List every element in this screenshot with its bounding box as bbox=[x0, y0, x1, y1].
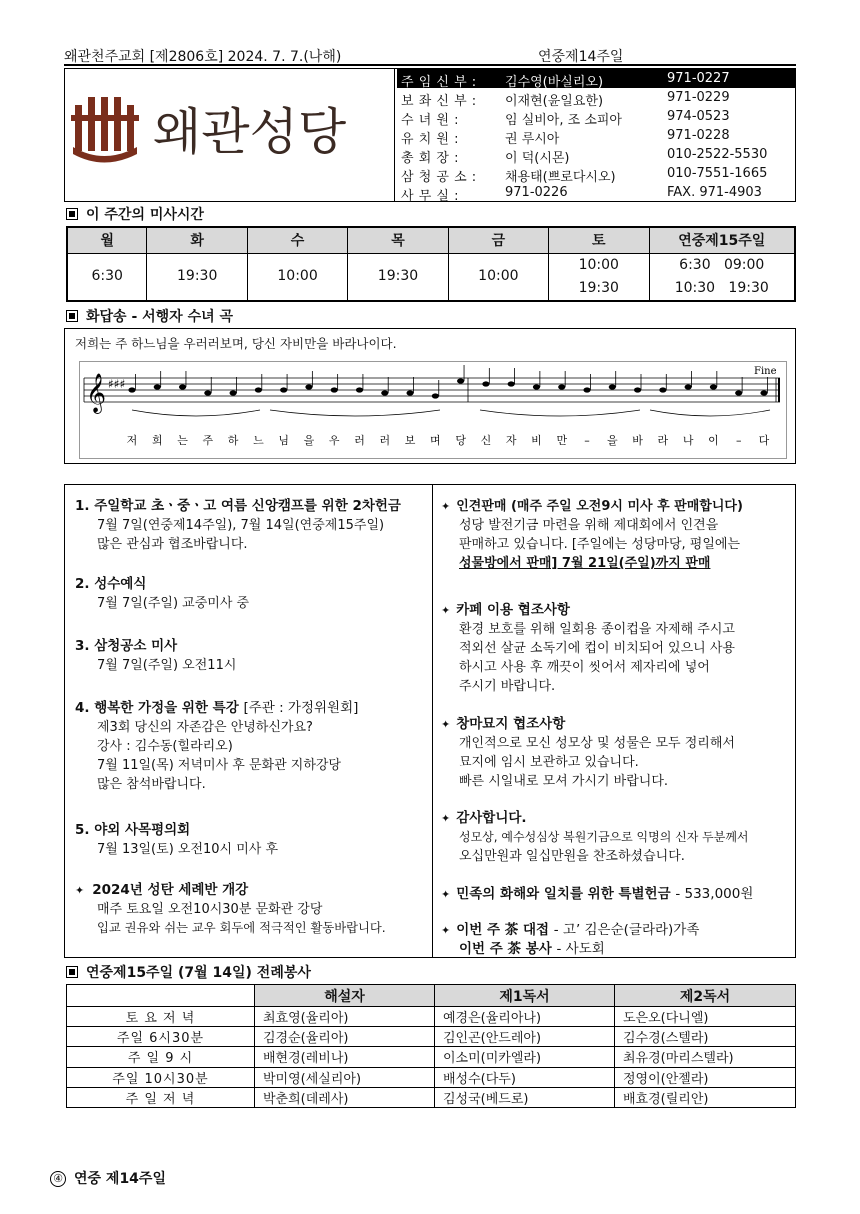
lyric-syllable: 을 bbox=[606, 434, 618, 447]
header-rule bbox=[64, 64, 796, 66]
note-head bbox=[760, 390, 767, 395]
church-logo bbox=[65, 69, 395, 201]
announcement-item bbox=[441, 885, 785, 904]
staff-phone: 010-2522-5530 bbox=[667, 147, 768, 162]
tea-host: - 고’ 김은순(글라라)가족 bbox=[553, 922, 700, 938]
service-header: 제1독서 bbox=[435, 985, 615, 1007]
day-header: 수 bbox=[247, 227, 347, 253]
announcement-line: 판매하고 있습니다. [주일에는 성당마당, 평일에는 bbox=[459, 537, 741, 552]
note-head bbox=[179, 384, 186, 389]
announcement-title: 민족의 화해와 일치를 위한 특별헌금 bbox=[456, 886, 671, 902]
note-head bbox=[356, 387, 363, 392]
service-person: 예경은(율리아나) bbox=[435, 1007, 615, 1027]
staff-phone: 971-0229 bbox=[667, 90, 730, 105]
note-head bbox=[634, 387, 641, 392]
announcement-title: 5. 야외 사목평의회 bbox=[75, 822, 191, 838]
lyric-syllable: 을 bbox=[303, 434, 315, 447]
announcement-title: 카페 이용 협조사항 bbox=[456, 602, 570, 618]
staff-row bbox=[397, 88, 795, 107]
lyric-syllable: 신 bbox=[480, 434, 492, 447]
service-row bbox=[67, 1007, 796, 1027]
announcement-line: 많은 참석바랍니다. bbox=[97, 777, 206, 792]
announcement-item bbox=[441, 601, 785, 696]
mass-time: 19:30 bbox=[147, 253, 247, 301]
announcement-item bbox=[75, 699, 427, 794]
service-table bbox=[66, 984, 796, 1108]
service-section-title bbox=[66, 962, 311, 982]
note-head bbox=[381, 390, 388, 395]
lyric-syllable: 우 bbox=[328, 434, 340, 447]
announcement-title: 3. 삼청공소 미사 bbox=[75, 638, 178, 654]
issue-info: 왜관천주교회 [제2806호] 2024. 7. 7.(나해) bbox=[64, 49, 342, 65]
announcement-title: 1. 주일학교 초ㆍ중ㆍ고 여름 신앙캠프를 위한 2차헌금 bbox=[75, 498, 401, 514]
staff-role: 수 녀 원 : bbox=[401, 113, 459, 128]
note-head bbox=[659, 387, 666, 392]
announcement-organizer: [주관 : 가정위원회] bbox=[243, 700, 359, 716]
square-bullet-icon bbox=[66, 208, 78, 220]
key-signature-icon: ♯♯♯ bbox=[108, 377, 126, 391]
lyric-syllable: 만 bbox=[556, 434, 568, 447]
staff-notation bbox=[80, 362, 786, 458]
announcement-line: 빠른 시일내로 모셔 가시기 바랍니다. bbox=[459, 774, 669, 789]
announcement-line: 성모상, 예수성심상 복원기금으로 익명의 신자 두분께서 bbox=[459, 830, 749, 844]
service-person: 최유경(마리스텔라) bbox=[615, 1047, 796, 1067]
lyric-syllable: 보 bbox=[404, 434, 416, 447]
lyric-syllable: 러 bbox=[354, 434, 365, 447]
note-head bbox=[128, 387, 135, 392]
service-person: 도은오(다니엘) bbox=[615, 1007, 796, 1027]
staff-name: 채용태(쁘로다시오) bbox=[505, 170, 616, 185]
day-header: 연중제15주일 bbox=[649, 227, 795, 253]
psalm-title-text: 화답송 - 서행자 수녀 곡 bbox=[86, 309, 234, 325]
announcement-line: 7월 7일(연중제14주일), 7월 14일(연중제15주일) bbox=[97, 518, 385, 533]
announcement-title: 2024년 성탄 세례반 개강 bbox=[92, 882, 249, 898]
service-person: 배현경(레비나) bbox=[255, 1047, 435, 1067]
announcement-item bbox=[75, 575, 427, 613]
service-person: 최효영(율리아) bbox=[255, 1007, 435, 1027]
service-title-text: 연중제15주일 (7월 14일) 전례봉사 bbox=[86, 965, 311, 981]
day-header: 금 bbox=[448, 227, 548, 253]
staff-name: 이 덕(시몬) bbox=[505, 151, 570, 166]
staff-name: 김수영(바실리오) bbox=[505, 75, 604, 90]
service-time: 주일 6시30분 bbox=[67, 1027, 255, 1047]
mass-title-text: 이 주간의 미사시간 bbox=[86, 207, 204, 223]
mass-days-row bbox=[67, 227, 795, 253]
note-head bbox=[735, 390, 742, 395]
announcement-line: 매주 토요일 오전10시30분 문화관 강당 bbox=[97, 902, 323, 917]
announcement-line: 7월 7일(주일) 교중미사 중 bbox=[97, 596, 250, 611]
announcement-title: 감사합니다. bbox=[456, 810, 527, 826]
service-time: 토 요 저 녁 bbox=[67, 1007, 255, 1027]
staff-phone: 971-0227 bbox=[667, 71, 730, 86]
service-header-row bbox=[67, 985, 796, 1007]
psalm-text: 저희는 주 하느님을 우러러보며, 당신 자비만을 바라나이다. bbox=[75, 336, 397, 351]
service-time: 주 일 저 녁 bbox=[67, 1087, 255, 1107]
staff-row bbox=[397, 69, 795, 88]
note-head bbox=[583, 387, 590, 392]
staff-row bbox=[397, 126, 795, 145]
service-header: 제2독서 bbox=[615, 985, 796, 1007]
service-person: 김성국(베드로) bbox=[435, 1087, 615, 1107]
staff-name: 971-0226 bbox=[505, 185, 568, 200]
staff-row bbox=[397, 164, 795, 183]
diamond-bullet-icon: ✦ bbox=[441, 500, 451, 513]
announcement-line: 주시기 바랍니다. bbox=[459, 679, 556, 694]
note-head bbox=[204, 390, 211, 395]
staff-role: 주 임 신 부 : bbox=[401, 75, 477, 90]
lyric-syllable: 희 bbox=[151, 434, 163, 447]
mass-time: 10:00 19:30 bbox=[549, 253, 649, 301]
lyric-syllable: 바 bbox=[632, 434, 643, 447]
staff-phone: 010-7551-1665 bbox=[667, 166, 768, 181]
footer-text: 연중 제14주일 bbox=[74, 1171, 166, 1187]
service-header bbox=[67, 985, 255, 1007]
announcement-title: 이번 주 茶 봉사 bbox=[459, 941, 552, 957]
day-header: 토 bbox=[549, 227, 649, 253]
note-head bbox=[255, 387, 262, 392]
announcement-line: 많은 관심과 협조바랍니다. bbox=[97, 537, 248, 552]
slur-mark bbox=[270, 410, 440, 416]
service-person: 박춘희(데레사) bbox=[255, 1087, 435, 1107]
announcement-line: 성물방에서 판매] 7월 21일(주일)까지 판매 bbox=[459, 556, 711, 571]
treble-clef-icon: 𝄞 bbox=[86, 373, 107, 413]
announcement-line: 7월 11일(목) 저녁미사 후 문화관 지하강당 bbox=[97, 758, 341, 773]
announcement-line: 입교 권유와 쉬는 교우 회두에 적극적인 활동바랍니다. bbox=[97, 921, 386, 935]
diamond-bullet-icon: ✦ bbox=[441, 924, 451, 937]
service-row bbox=[67, 1087, 796, 1107]
service-person: 정영이(안젤라) bbox=[615, 1067, 796, 1087]
square-bullet-icon bbox=[66, 966, 78, 978]
note-head bbox=[154, 384, 161, 389]
announcement-item bbox=[441, 921, 785, 959]
announcement-title: 2. 성수예식 bbox=[75, 576, 147, 592]
announcement-title: 4. 행복한 가정을 위한 특강 bbox=[75, 700, 239, 716]
note-head bbox=[457, 378, 464, 383]
slur-mark bbox=[480, 410, 640, 416]
mass-time: 10:00 bbox=[247, 253, 347, 301]
lyric-syllable: 저 bbox=[126, 434, 138, 447]
note-head bbox=[432, 393, 439, 398]
staff-role: 총 회 장 : bbox=[401, 151, 459, 166]
logo-text: 왜관성당 bbox=[153, 103, 347, 161]
announcement-line: 7월 7일(주일) 오전11시 bbox=[97, 658, 237, 673]
note-head bbox=[533, 384, 540, 389]
staff-phone: 971-0228 bbox=[667, 128, 730, 143]
announcement-title: 창마묘지 협조사항 bbox=[456, 716, 566, 732]
slur-mark bbox=[650, 410, 770, 416]
offering-amount: - 533,000원 bbox=[675, 886, 754, 902]
announcement-item bbox=[441, 715, 785, 791]
service-person: 배성수(다두) bbox=[435, 1067, 615, 1087]
staff-row bbox=[397, 183, 795, 202]
service-time: 주 일 9 시 bbox=[67, 1047, 255, 1067]
lyric-syllable: 느 bbox=[253, 434, 264, 447]
tea-service-group: - 사도회 bbox=[556, 941, 605, 957]
announcement-line: 적외선 살균 소독기에 컵이 비치되어 있으니 사용 bbox=[459, 641, 735, 656]
diamond-bullet-icon: ✦ bbox=[441, 604, 451, 617]
lyric-syllable: – bbox=[735, 434, 742, 447]
announcement-line: 강사 : 김수동(힐라리오) bbox=[97, 739, 233, 754]
diamond-bullet-icon: ✦ bbox=[75, 884, 85, 897]
announcement-item bbox=[75, 881, 427, 938]
service-person: 김수경(스텔라) bbox=[615, 1027, 796, 1047]
service-person: 김인곤(안드레아) bbox=[435, 1027, 615, 1047]
service-row bbox=[67, 1027, 796, 1047]
fine-mark: Fine bbox=[754, 366, 777, 377]
lyric-syllable: 며 bbox=[430, 434, 441, 447]
note-head bbox=[508, 381, 515, 386]
staff-name: 이재현(윤일요한) bbox=[505, 94, 604, 109]
service-header: 해설자 bbox=[255, 985, 435, 1007]
staff-role: 유 치 원 : bbox=[401, 132, 459, 147]
note-head bbox=[482, 381, 489, 386]
lyric-syllable: 비 bbox=[531, 434, 542, 447]
note-head bbox=[230, 390, 237, 395]
note-head bbox=[406, 390, 413, 395]
mass-time: 6:30 bbox=[67, 253, 147, 301]
mass-time: 19:30 bbox=[348, 253, 448, 301]
staff-name: 임 실비아, 조 소피아 bbox=[505, 113, 622, 128]
staff-role: 삼 청 공 소 : bbox=[401, 170, 477, 185]
staff-row bbox=[397, 107, 795, 126]
staff-name: 권 루시아 bbox=[505, 132, 560, 147]
logo-mark-icon bbox=[65, 69, 395, 201]
lyric-syllable: – bbox=[584, 434, 590, 447]
service-person: 박미영(세실리아) bbox=[255, 1067, 435, 1087]
service-row bbox=[67, 1067, 796, 1087]
day-header: 월 bbox=[67, 227, 147, 253]
announcement-line: 개인적으로 모신 성모상 및 성물은 모두 정리해서 bbox=[459, 736, 735, 751]
mass-times-row bbox=[67, 253, 795, 301]
lyric-syllable: 주 bbox=[202, 434, 214, 447]
day-header: 화 bbox=[147, 227, 247, 253]
lyric-syllable: 하 bbox=[227, 434, 239, 447]
announcement-item bbox=[441, 809, 785, 866]
diamond-bullet-icon: ✦ bbox=[441, 812, 451, 825]
announcement-line: 7월 13일(토) 오전10시 미사 후 bbox=[97, 842, 279, 857]
announcement-item bbox=[75, 497, 427, 554]
announcement-line: 환경 보호를 위해 일회용 종이컵을 자제해 주시고 bbox=[459, 622, 735, 637]
diamond-bullet-icon: ✦ bbox=[441, 718, 451, 731]
note-head bbox=[305, 384, 312, 389]
service-row bbox=[67, 1047, 796, 1067]
announcement-item bbox=[75, 637, 427, 675]
lyric-syllable: 라 bbox=[657, 434, 669, 447]
announcement-line: 제3회 당신의 자존감은 안녕하신가요? bbox=[97, 720, 313, 735]
staff-role: 사 무 실 : bbox=[401, 189, 459, 204]
psalm-section-title bbox=[66, 306, 233, 326]
announcement-line: 오십만원과 일십만원을 찬조하셨습니다. bbox=[459, 849, 685, 864]
staff-role: 보 좌 신 부 : bbox=[401, 94, 477, 109]
note-head bbox=[558, 384, 565, 389]
mass-time: 10:00 bbox=[448, 253, 548, 301]
announcement-line: 성당 발전기금 마련을 위해 제대회에서 인견을 bbox=[459, 518, 719, 533]
page-number: ④ bbox=[50, 1171, 66, 1187]
lyric-syllable: 당 bbox=[455, 434, 466, 447]
diamond-bullet-icon: ✦ bbox=[441, 888, 451, 901]
lyric-syllable: 자 bbox=[505, 434, 517, 447]
announcement-line: 하시고 사용 후 깨끗이 씻어서 제자리에 넣어 bbox=[459, 660, 710, 675]
mass-section-title bbox=[66, 204, 204, 224]
service-person: 김경순(율리아) bbox=[255, 1027, 435, 1047]
staff-phone: 974-0523 bbox=[667, 109, 730, 124]
lyric-syllable: 러 bbox=[379, 434, 391, 447]
note-head bbox=[280, 387, 287, 392]
page-footer bbox=[50, 1168, 166, 1188]
note-head bbox=[331, 387, 338, 392]
note-head bbox=[609, 384, 616, 389]
announcement-line: 묘지에 임시 보관하고 있습니다. bbox=[459, 755, 639, 770]
music-score bbox=[79, 361, 787, 459]
lyric-syllable: 는 bbox=[177, 434, 188, 447]
note-head bbox=[685, 384, 692, 389]
announcement-title: 이번 주 茶 대접 bbox=[456, 922, 550, 938]
mass-time: 6:30 09:00 10:30 19:30 bbox=[649, 253, 795, 301]
masthead bbox=[64, 68, 796, 202]
slur-mark bbox=[132, 410, 260, 416]
note-head bbox=[710, 384, 717, 389]
day-header: 목 bbox=[348, 227, 448, 253]
service-person: 배효경(릴리안) bbox=[615, 1087, 796, 1107]
lyric-syllable: 이 bbox=[708, 434, 719, 447]
service-person: 이소미(미카엘라) bbox=[435, 1047, 615, 1067]
staff-row bbox=[397, 145, 795, 164]
square-bullet-icon bbox=[66, 310, 78, 322]
lyric-syllable: 나 bbox=[682, 434, 694, 447]
announcements-box bbox=[64, 484, 796, 958]
announcement-item bbox=[441, 497, 785, 573]
liturgical-week: 연중제14주일 bbox=[538, 49, 624, 65]
service-time: 주일 10시30분 bbox=[67, 1067, 255, 1087]
mass-schedule-table bbox=[66, 226, 796, 302]
staff-phone: FAX. 971-4903 bbox=[667, 185, 762, 200]
lyric-syllable: 다 bbox=[758, 434, 770, 447]
announcement-item bbox=[75, 821, 427, 859]
column-divider bbox=[432, 485, 433, 957]
lyric-syllable: 님 bbox=[278, 434, 290, 447]
psalm-box bbox=[64, 328, 796, 464]
announcement-title: 인견판매 (매주 주일 오전9시 미사 후 판매합니다) bbox=[456, 499, 743, 514]
